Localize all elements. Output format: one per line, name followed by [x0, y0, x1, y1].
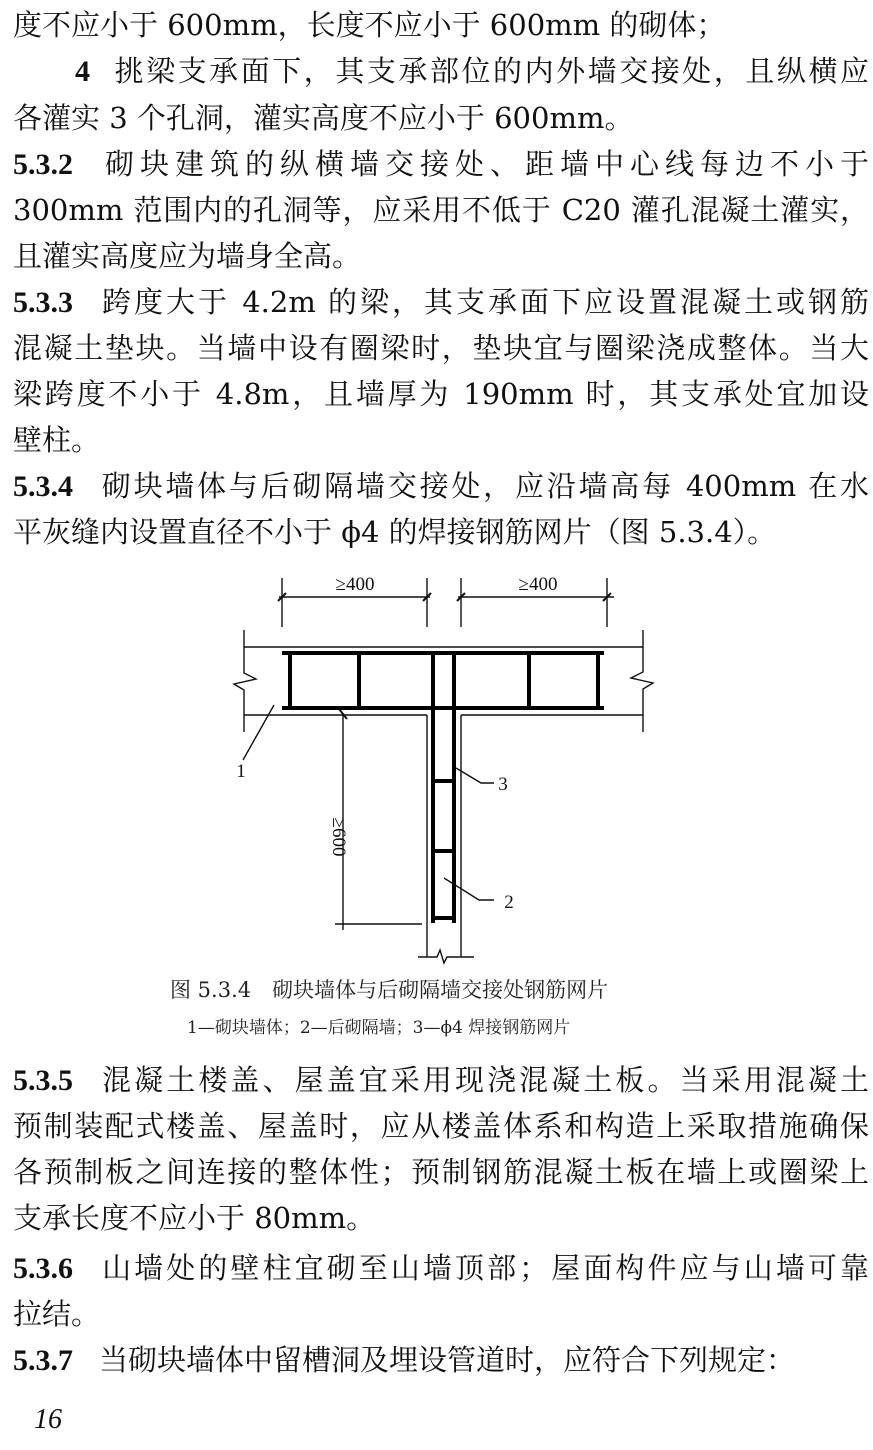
- line-text: 且灌实高度应为墙身全高。: [13, 239, 362, 273]
- clause-number: 5.3.3: [13, 286, 73, 319]
- label-partition: 2: [504, 892, 514, 913]
- label-wall: 1: [236, 761, 246, 782]
- clause-5-3-6: [13, 1245, 869, 1291]
- line-text: 挑梁支承面下，其支承部位的内外墙交接处，且纵横应: [112, 54, 869, 88]
- line-text: 混凝土楼盖、屋盖宜采用现浇混凝土板。当采用混凝土: [99, 1063, 869, 1097]
- line-text: 梁跨度不小于 4.8m，且墙厚为 190mm 时，其支承处宜加设: [13, 377, 869, 411]
- line-text: 平灰缝内设置直径不小于 ϕ4 的焊接钢筋网片（图 5.3.4）。: [13, 515, 777, 549]
- clause-number: 5.3.6: [13, 1252, 73, 1285]
- line-text: 壁柱。: [13, 423, 101, 457]
- text-line-8: [13, 325, 869, 371]
- figure-title: 图 5.3.4 砌块墙体与后砌隔墙交接处钢筋网片: [170, 978, 609, 1002]
- line-text: 砌块墙体与后砌隔墙交接处，应沿墙高每 400mm 在水: [99, 469, 869, 503]
- label-mesh: 3: [498, 774, 508, 795]
- text-line-3: [13, 95, 869, 141]
- line-text: 跨度大于 4.2m 的梁，其支承面下应设置混凝土或钢筋: [99, 285, 869, 319]
- item-number: 4: [75, 55, 90, 88]
- clause-number: 5.3.4: [13, 470, 73, 503]
- text-line-18: [13, 1291, 869, 1337]
- clause-5-3-4: [13, 463, 869, 509]
- line-text: 度不应小于 600mm，长度不应小于 600mm 的砌体；: [13, 8, 726, 42]
- text-line-14: [13, 1103, 869, 1149]
- wall-junction-mesh-diagram: [0, 560, 873, 980]
- clause-5-3-7: [13, 1337, 869, 1383]
- line-text: 当砌块墙体中留槽洞及埋设管道时，应符合下列规定：: [99, 1343, 796, 1377]
- line-text: 各预制板之间连接的整体性；预制钢筋混凝土板在墙上或圈梁上: [13, 1155, 869, 1189]
- page-number: 16: [34, 1404, 62, 1435]
- text-line-2: [13, 48, 869, 94]
- clause-number: 5.3.7: [13, 1344, 73, 1377]
- dimension-vertical: ≥600: [328, 817, 349, 857]
- figure-legend: 1—砌块墙体；2—后砌隔墙；3—ϕ4 焊接钢筋网片: [187, 1018, 571, 1038]
- figure-5-3-4: [0, 560, 873, 980]
- text-line-1: [13, 2, 869, 48]
- line-text: 支承长度不应小于 80mm。: [13, 1201, 376, 1235]
- text-line-12: [13, 509, 869, 555]
- line-text: 300mm 范围内的孔洞等，应采用不低于 C20 灌孔混凝土灌实，: [13, 193, 869, 227]
- clause-5-3-2: [13, 141, 869, 187]
- text-line-15: [13, 1149, 869, 1195]
- text-line-9: [13, 371, 869, 417]
- dimension-left-top: ≥400: [335, 574, 375, 595]
- clause-5-3-3: [13, 279, 869, 325]
- text-line-6: [13, 233, 869, 279]
- line-text: 混凝土垫块。当墙中设有圈梁时，垫块宜与圈梁浇成整体。当大: [13, 331, 869, 365]
- clause-number: 5.3.5: [13, 1064, 73, 1097]
- line-text: 山墙处的壁柱宜砌至山墙顶部；屋面构件应与山墙可靠: [99, 1251, 869, 1285]
- text-line-16: [13, 1195, 869, 1241]
- dimension-right-top: ≥400: [518, 574, 558, 595]
- line-text: 砌块建筑的纵横墙交接处、距墙中心线每边不小于: [99, 147, 869, 181]
- line-text: 拉结。: [13, 1297, 101, 1331]
- clause-number: 5.3.2: [13, 148, 73, 181]
- line-text: 预制装配式楼盖、屋盖时，应从楼盖体系和构造上采取措施确保: [13, 1109, 869, 1143]
- line-text: 各灌实 3 个孔洞，灌实高度不应小于 600mm。: [13, 101, 634, 135]
- clause-5-3-5: [13, 1057, 869, 1103]
- text-line-5: [13, 187, 869, 233]
- text-line-10: [13, 417, 869, 463]
